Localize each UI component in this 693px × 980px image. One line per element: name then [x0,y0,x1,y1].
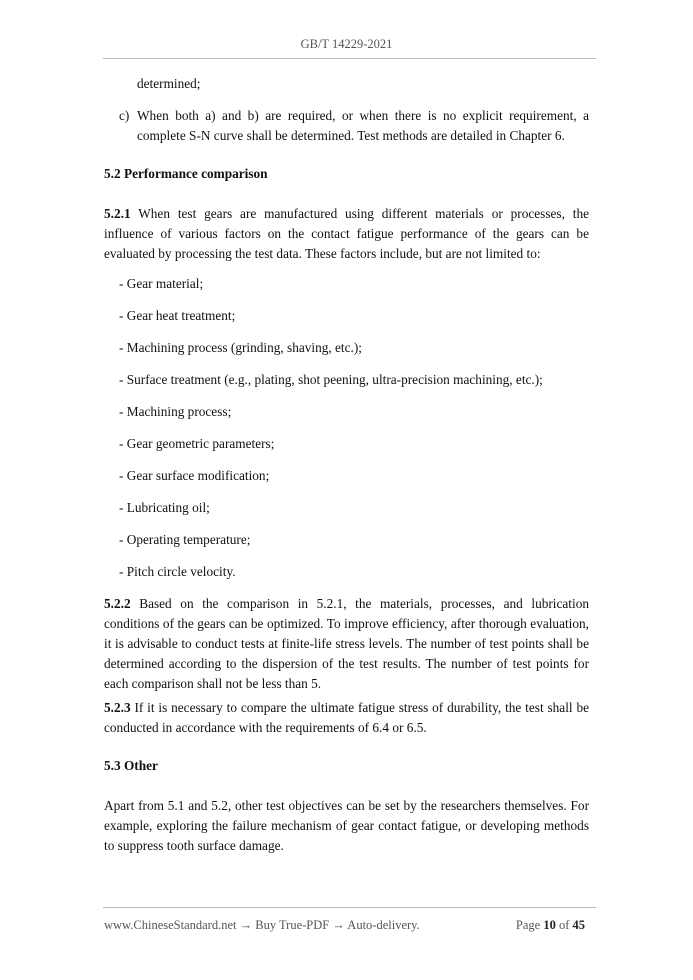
footer-divider [103,907,596,908]
factor-item: - Operating temperature; [119,532,251,547]
clause-number: 5.2.3 [104,700,131,715]
factor-item: - Gear surface modification; [119,468,270,483]
continuation-text: determined; [137,76,201,91]
document-header: GB/T 14229-2021 [300,37,393,51]
page-label: Page [515,918,541,932]
factor-item: - Pitch circle velocity. [119,564,236,579]
factor-item: - Machining process (grinding, shaving, etc.); [119,340,362,355]
clause-5-2-1 [104,204,589,264]
clause-text: When test gears are manufactured using different materials or processes, the influence of various factors on the contact fatigue performance of the gears can be evaluated by processing the test data. These factors include, but are not limited to: [104,206,589,261]
clause-text: Based on the comparison in 5.2.1, the materials, processes, and lubrication conditions of the gears can be optimized. To improve efficiency, after thorough evaluation, it is advisable to conduct tests at finite-life stress levels. The number of test points shall be determined according to the dispersion of the test results. The number of test points for each comparison shall not be less than 5. [104,596,589,691]
clause-text: If it is necessary to compare the ultimate fatigue stress of durability, the test shall be conducted in accordance with the requirements of 6.4 or 6.5. [104,700,590,735]
footer-link[interactable]: www.ChineseStandard.net → Buy True-PDF → Auto-delivery. [104,918,420,932]
clause-number: 5.2.2 [104,596,131,611]
factor-item: - Machining process; [119,404,232,419]
section-heading-5-3: 5.3 Other [104,758,158,773]
page-number: 10 [543,918,556,932]
page-indicator [516,915,585,935]
clause-number: 5.2.1 [104,206,131,221]
section-heading-5-2: 5.2 Performance comparison [104,166,268,181]
section-5-3-paragraph: Apart from 5.1 and 5.2, other test objectives can be set by the researchers themselves. For example, exploring the failure mechanism of gear contact fatigue, or developing methods to suppress tooth surface damage. [104,798,589,853]
clause-5-2-2 [104,594,589,694]
clause-5-2-3 [104,698,589,738]
list-item-c [119,106,589,146]
factor-item: - Gear geometric parameters; [119,436,275,451]
header-divider [103,58,596,59]
list-item-label: c) [119,108,130,123]
list-item-text: When both a) and b) are required, or when there is no explicit requirement, a complete S-N curve shall be determined. Test methods are detailed in Chapter 6. [137,108,589,143]
factor-item: - Gear heat treatment; [119,308,236,323]
total-pages: 45 [572,918,585,932]
factor-item: - Lubricating oil; [119,500,210,515]
factor-item: - Surface treatment (e.g., plating, shot peening, ultra-precision machining, etc.); [119,372,543,387]
factor-item: - Gear material; [119,276,204,291]
of-label: of [558,918,570,932]
